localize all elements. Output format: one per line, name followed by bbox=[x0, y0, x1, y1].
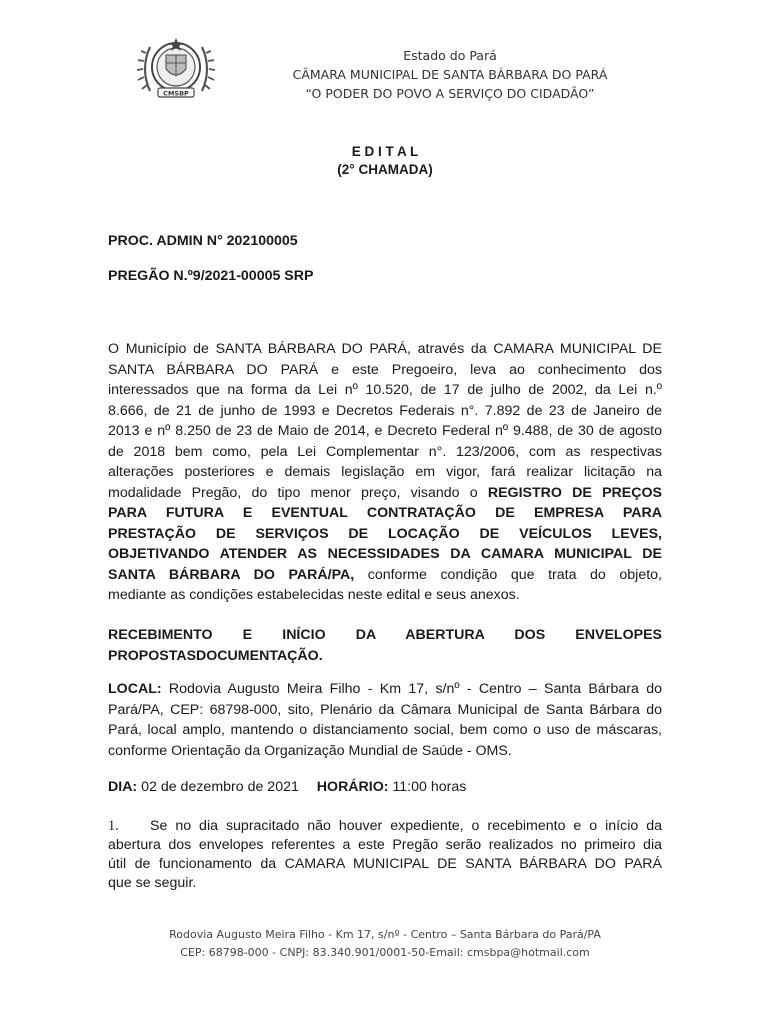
title-edital: E D I T A L bbox=[351, 144, 419, 159]
header-state: Estado do Pará bbox=[403, 48, 497, 63]
footer-address: Rodovia Augusto Meira Filho - Km 17, s/nº - Centro – Santa Bárbara do Pará/PA bbox=[169, 928, 601, 941]
page-footer bbox=[0, 926, 770, 962]
intro-line: interessados que na forma da Lei nº 10.520, de 17 de julho de 2002, da Lei n.º bbox=[108, 382, 662, 398]
local-line: conforme Orientação da Organização Mundial de Saúde - OMS. bbox=[108, 742, 512, 759]
intro-line bbox=[108, 565, 662, 586]
item-1-paragraph bbox=[108, 817, 662, 893]
intro-line: SANTA BÁRBARA DO PARÁ e este Pregoeiro, leva ao conhecimento dos bbox=[108, 361, 662, 378]
horario-value: 11:00 horas bbox=[388, 779, 467, 795]
item-line bbox=[108, 817, 662, 836]
horario-label: HORÁRIO: bbox=[316, 779, 389, 795]
footer-contact: CEP: 68798-000 - CNPJ: 83.340.901/0001-50-Email: cmsbpa@hotmail.com bbox=[180, 946, 590, 959]
intro-line: de 2018 bem como, pela Lei Complementar n°. 123/2006, com as respectivas bbox=[108, 443, 662, 460]
item-text: Se no dia supracitado não houver expediente, o recebimento e o início da bbox=[150, 818, 662, 834]
local-label: LOCAL: bbox=[108, 681, 162, 697]
title-chamada: (2° CHAMADA) bbox=[337, 162, 433, 177]
intro-line: 2013 e nº 8.250 de 23 de Maio de 2014, e Decreto Federal nº 9.488, de 30 de agosto bbox=[108, 423, 662, 439]
letterhead bbox=[250, 46, 650, 103]
local-line: Pará/PA, CEP: 68798-000, sito, Plenário da Câmara Municipal de Santa Bárbara do bbox=[108, 701, 662, 718]
item-number: 1. bbox=[108, 818, 119, 834]
local-paragraph bbox=[108, 679, 662, 761]
intro-object-line: PARA FUTURA E EVENTUAL CONTRATAÇÃO DE EMPRESA PARA bbox=[108, 505, 662, 521]
header-motto: “O PODER DO POVO A SERVIÇO DO CIDADÃO” bbox=[305, 86, 595, 101]
intro-text: modalidade Pregão, do tipo menor preço, visando o bbox=[108, 484, 488, 501]
intro-line bbox=[108, 483, 662, 504]
intro-object-line: PRESTAÇÃO DE SERVIÇOS DE LOCAÇÃO DE VEÍCULOS LEVES, bbox=[108, 525, 662, 542]
item-line: que se seguir. bbox=[108, 875, 197, 891]
intro-line: O Município de SANTA BÁRBARA DO PARÁ, através da CAMARA MUNICIPAL DE bbox=[108, 341, 662, 357]
seal-ribbon-text: CMSBP bbox=[163, 89, 189, 98]
dia-label: DIA: bbox=[108, 779, 138, 795]
recebimento-line: RECEBIMENTO E INÍCIO DA ABERTURA DOS ENVELOPES bbox=[108, 627, 662, 643]
recebimento-line: PROPOSTASDOCUMENTAÇÃO. bbox=[108, 647, 323, 664]
intro-line: 8.666, de 21 de junho de 1993 e Decretos Federais n°. 7.892 de 23 de Janeiro de bbox=[108, 402, 662, 419]
local-text: Rodovia Augusto Meira Filho - Km 17, s/nº - Centro – Santa Bárbara do bbox=[161, 681, 662, 697]
intro-paragraph bbox=[108, 339, 662, 606]
dia-value: 02 de dezembro de 2021 bbox=[137, 779, 299, 795]
pregao-number: PREGÃO N.º9/2021-00005 SRP bbox=[108, 268, 314, 284]
header-chamber-name: CÂMARA MUNICIPAL DE SANTA BÁRBARA DO PARÁ bbox=[292, 67, 608, 82]
dia-horario bbox=[108, 777, 466, 798]
intro-line: alterações posteriores e demais legislação em vigor, fará realizar licitação na bbox=[108, 464, 662, 480]
item-line: abertura dos envelopes referentes a este Pregão serão realizados no primeiro dia bbox=[108, 837, 662, 853]
document-title bbox=[0, 143, 770, 179]
recebimento-heading bbox=[108, 625, 662, 666]
intro-object-bold: SANTA BÁRBARA DO PARÁ/PA, bbox=[108, 566, 355, 583]
intro-object-bold: REGISTRO DE PREÇOS bbox=[487, 484, 662, 501]
municipal-seal-logo bbox=[136, 35, 216, 103]
intro-object-line: OBJETIVANDO ATENDER AS NECESSIDADES DA CAMARA MUNICIPAL DE bbox=[108, 546, 662, 562]
intro-line: mediante as condições estabelecidas neste edital e seus anexos. bbox=[108, 587, 520, 603]
local-line: Pará, local amplo, mantendo o distanciamento social, bem como o uso de máscaras, bbox=[108, 722, 662, 738]
local-line bbox=[108, 679, 662, 700]
proc-admin: PROC. ADMIN N° 202100005 bbox=[108, 233, 298, 249]
intro-text: conforme condição que trata do objeto, bbox=[354, 566, 662, 583]
item-line: útil de funcionamento da CAMARA MUNICIPAL DE SANTA BÁRBARA DO PARÁ bbox=[108, 856, 662, 872]
